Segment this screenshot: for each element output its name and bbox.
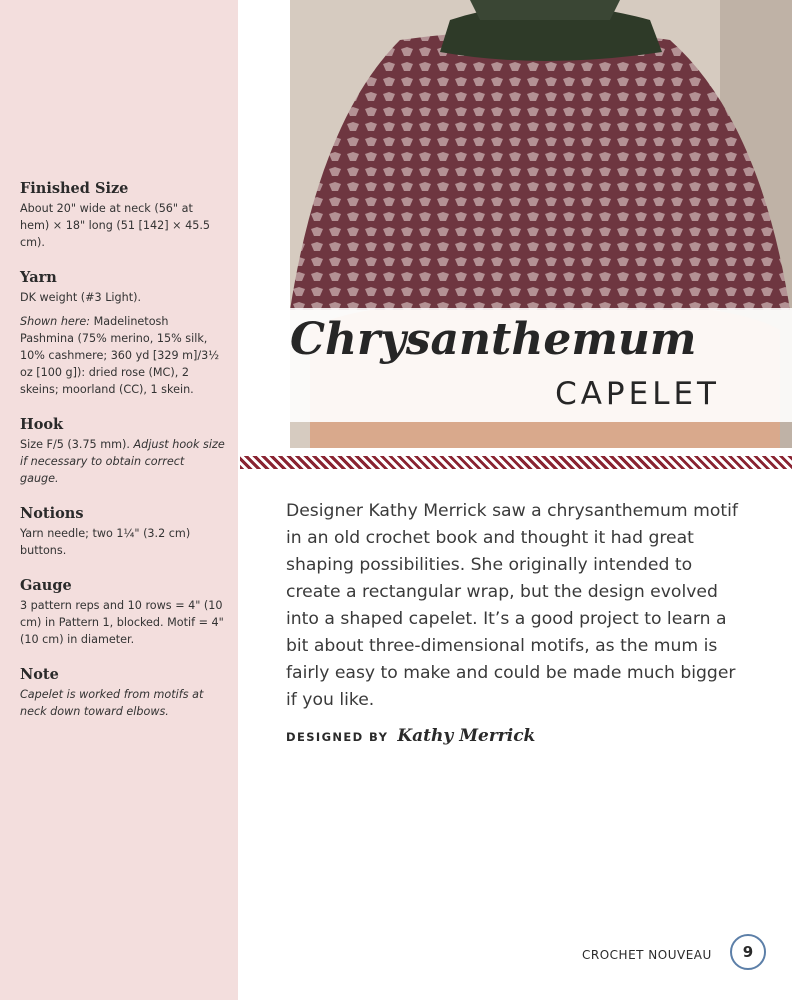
- designer-name: Kathy Merrick: [397, 726, 536, 746]
- spec-text: [20, 436, 225, 487]
- shown-here-label: Shown here:: [20, 315, 91, 328]
- pattern-sidebar: [0, 0, 238, 1000]
- spec-text: 3 pattern reps and 10 rows = 4" (10 cm) in Pattern 1, blocked. Motif = 4" (10 cm) in diameter.: [20, 599, 224, 646]
- spec-hook: [20, 416, 225, 487]
- hook-note: Adjust hook size if necessary to obtain correct gauge.: [20, 438, 225, 485]
- spec-text: Capelet is worked from motifs at neck down toward elbows.: [20, 688, 204, 718]
- spec-notions: [20, 505, 225, 559]
- spec-yarn: [20, 269, 225, 398]
- byline-label: DESIGNED BY: [286, 730, 389, 744]
- spec-text: DK weight (#3 Light).: [20, 291, 142, 304]
- spec-text: Yarn needle; two 1¼" (3.2 cm) buttons.: [20, 527, 191, 557]
- book-title-footer: CROCHET NOUVEAU: [582, 948, 712, 962]
- spec-heading: Gauge: [20, 577, 72, 594]
- spec-shown-here: [20, 313, 225, 398]
- intro-paragraph: Designer Kathy Merrick saw a chrysanthemum motif in an old crochet book and thought it had great shaping possibilities. She originally intended to create a rectangular wrap, but the design evolved into a shaped capelet. It’s a good project to learn a bit about three-dimensional motifs, as the mum is fairly easy to make and could be made much bigger if you like.: [286, 501, 738, 710]
- title-banner: [276, 308, 792, 422]
- spec-gauge: [20, 577, 225, 648]
- shown-here-text: Madelinetosh Pashmina (75% merino, 15% silk, 10% cashmere; 360 yd [329 m]/3½ oz [100 g]): dried rose (MC), 2 skeins; moorland (CC), 1 skein.: [20, 315, 220, 396]
- designer-byline: [286, 726, 535, 746]
- spec-heading: Finished Size: [20, 180, 129, 197]
- spec-text: About 20" wide at neck (56" at hem) × 18" long (51 [142] × 45.5 cm).: [20, 202, 210, 249]
- spec-heading: Notions: [20, 505, 84, 522]
- decorative-stripe: [240, 456, 792, 469]
- page-subtitle: CAPELET: [555, 376, 720, 412]
- hook-size: Size F/5 (3.75 mm).: [20, 438, 134, 451]
- spec-heading: Hook: [20, 416, 64, 433]
- spec-heading: Note: [20, 666, 59, 683]
- page-number: 9: [730, 934, 766, 970]
- spec-note: [20, 666, 225, 720]
- pattern-specs: [20, 180, 225, 738]
- page-title: Chrysanthemum: [290, 314, 697, 365]
- spec-heading: Yarn: [20, 269, 57, 286]
- spec-finished-size: [20, 180, 225, 251]
